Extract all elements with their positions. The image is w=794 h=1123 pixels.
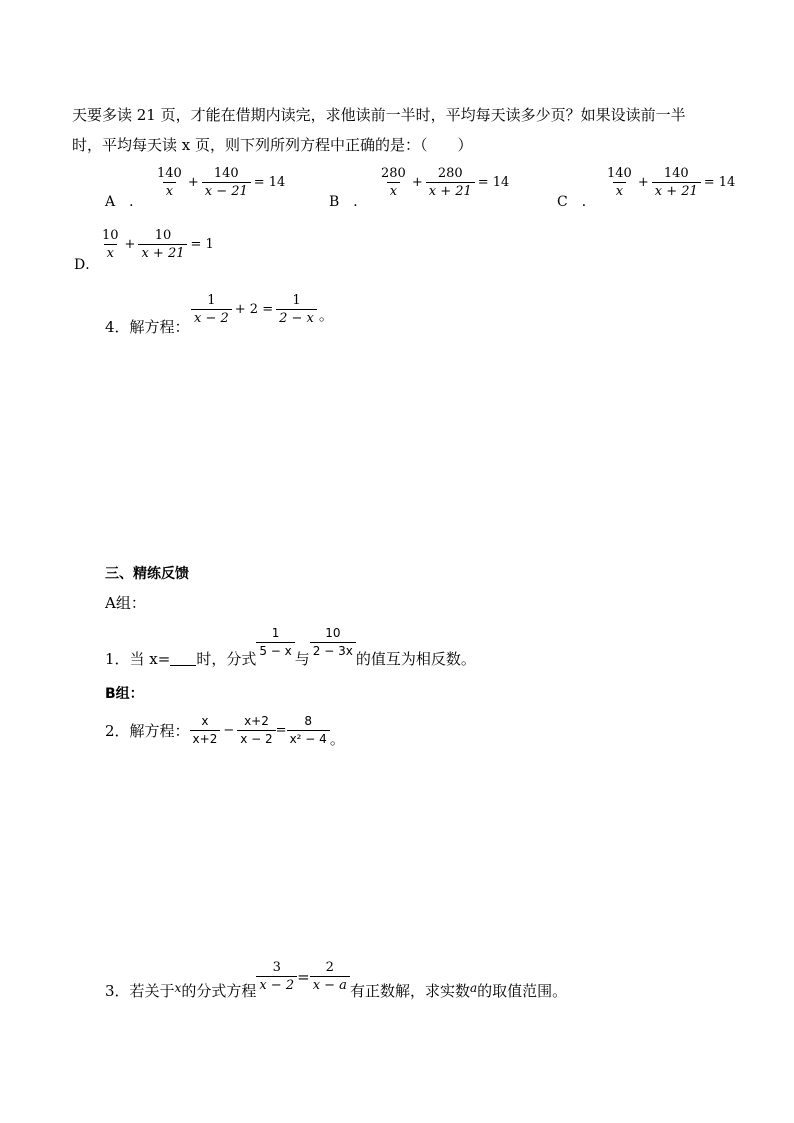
option-d-label: D． (74, 257, 100, 273)
fraction (276, 293, 317, 326)
fraction (190, 714, 221, 747)
numerator: 280 (437, 166, 463, 181)
problem-text-line-2: 时，平均每天读 x 页，则下列所列方程中正确的是：（ ） (72, 136, 473, 154)
fraction (202, 166, 251, 199)
question-b3 (105, 952, 567, 1001)
denominator: x + 21 (652, 182, 701, 199)
question-prefix: 3．若关于 (105, 982, 175, 1000)
fraction (256, 626, 294, 659)
denominator: x² − 4 (287, 730, 330, 747)
denominator: x (104, 244, 117, 261)
question-text: 的值互为相反数。 (355, 650, 476, 668)
answer-blank[interactable] (170, 652, 196, 666)
denominator: x (613, 182, 626, 199)
fraction (378, 166, 409, 199)
equation-rhs: = 14 (253, 175, 286, 190)
numerator: 280 (381, 166, 406, 181)
fraction (191, 293, 232, 326)
equation-rhs: = 1 (190, 237, 214, 252)
section-title: 三、精练反馈 (105, 566, 189, 582)
numerator: 140 (607, 166, 632, 181)
denominator: 2 − 3x (310, 642, 356, 659)
question-label: 2．解方程： (105, 722, 190, 740)
fraction (237, 714, 275, 747)
question-4-equation (191, 293, 334, 326)
fraction (256, 960, 297, 993)
option-b-equation: $\frac{280}{x}$ + $\frac{280}{x + 21}$ = 14 (378, 166, 512, 199)
fraction (99, 228, 122, 261)
numerator: x (201, 714, 209, 728)
question-text: 有正数解，求实数 (349, 982, 470, 1000)
option-a-label: A ． (105, 194, 144, 210)
variable: x (174, 980, 182, 995)
option-b-label: B ． (329, 194, 368, 210)
numerator: 3 (272, 960, 281, 975)
denominator: x − a (310, 976, 350, 993)
problem-text-line-1: 天要多读 21 页，才能在借期内读完，求他读前一半时，平均每天读多少页？如果设读前一半 (72, 106, 686, 124)
fraction (426, 166, 475, 199)
denominator: x+2 (190, 730, 221, 747)
period: 。 (329, 730, 345, 748)
denominator: 2 − x (276, 309, 317, 326)
question-text: 的取值范围。 (477, 982, 568, 1000)
denominator: 5 − x (256, 642, 294, 659)
denominator: x − 21 (202, 182, 251, 199)
fraction (154, 166, 185, 199)
group-b-label: B组： (105, 686, 144, 702)
numerator: 2 (325, 960, 334, 975)
fraction (310, 960, 350, 993)
question-a1 (105, 620, 476, 669)
numerator: 140 (157, 166, 182, 181)
fraction (287, 714, 330, 747)
numerator: 8 (304, 714, 313, 728)
question-text: 的分式方程 (181, 982, 257, 1000)
denominator: x − 2 (191, 309, 232, 326)
option-c-equation: $\frac{140}{x}$ + $\frac{140}{x + 21}$ = 14 (604, 166, 738, 199)
operator: = (297, 967, 310, 986)
option-c-label: C ． (557, 194, 596, 210)
denominator: x − 2 (237, 730, 275, 747)
numerator: 10 (154, 228, 172, 243)
equation-rhs: = 14 (703, 175, 736, 190)
question-4-label: 4．解方程： (105, 318, 190, 336)
question-b2 (105, 712, 345, 749)
numerator: 1 (292, 293, 301, 308)
numerator: 140 (213, 166, 239, 181)
denominator: x + 21 (426, 182, 475, 199)
numerator: 10 (102, 228, 119, 243)
question-text: 时，分式 (196, 650, 257, 668)
operator: + 2 = (234, 302, 274, 317)
question-prefix: 1．当 x= (105, 650, 171, 668)
numerator: 1 (271, 626, 280, 640)
denominator: x (387, 182, 400, 199)
denominator: x (163, 182, 176, 199)
period: 。 (318, 306, 334, 324)
denominator: x + 21 (138, 244, 187, 261)
operator: − (223, 723, 235, 738)
group-a-label: A组： (105, 594, 146, 612)
question-text: 与 (294, 650, 310, 668)
fraction (138, 228, 187, 261)
equation-rhs: = 14 (477, 175, 510, 190)
fraction (310, 626, 356, 659)
option-d-equation: $\frac{10}{x}$ + $\frac{10}{x + 21}$ = 1 (99, 228, 217, 261)
fraction (652, 166, 701, 199)
variable: a (469, 980, 478, 995)
numerator: x+2 (244, 714, 269, 728)
operator: = (275, 723, 287, 738)
denominator: x − 2 (256, 976, 297, 993)
option-a-equation: $\frac{140}{x}$ + $\frac{140}{x - 21}$ = 14 (154, 166, 288, 199)
numerator: 10 (325, 626, 341, 640)
numerator: 140 (663, 166, 689, 181)
fraction (604, 166, 635, 199)
numerator: 1 (207, 293, 216, 308)
